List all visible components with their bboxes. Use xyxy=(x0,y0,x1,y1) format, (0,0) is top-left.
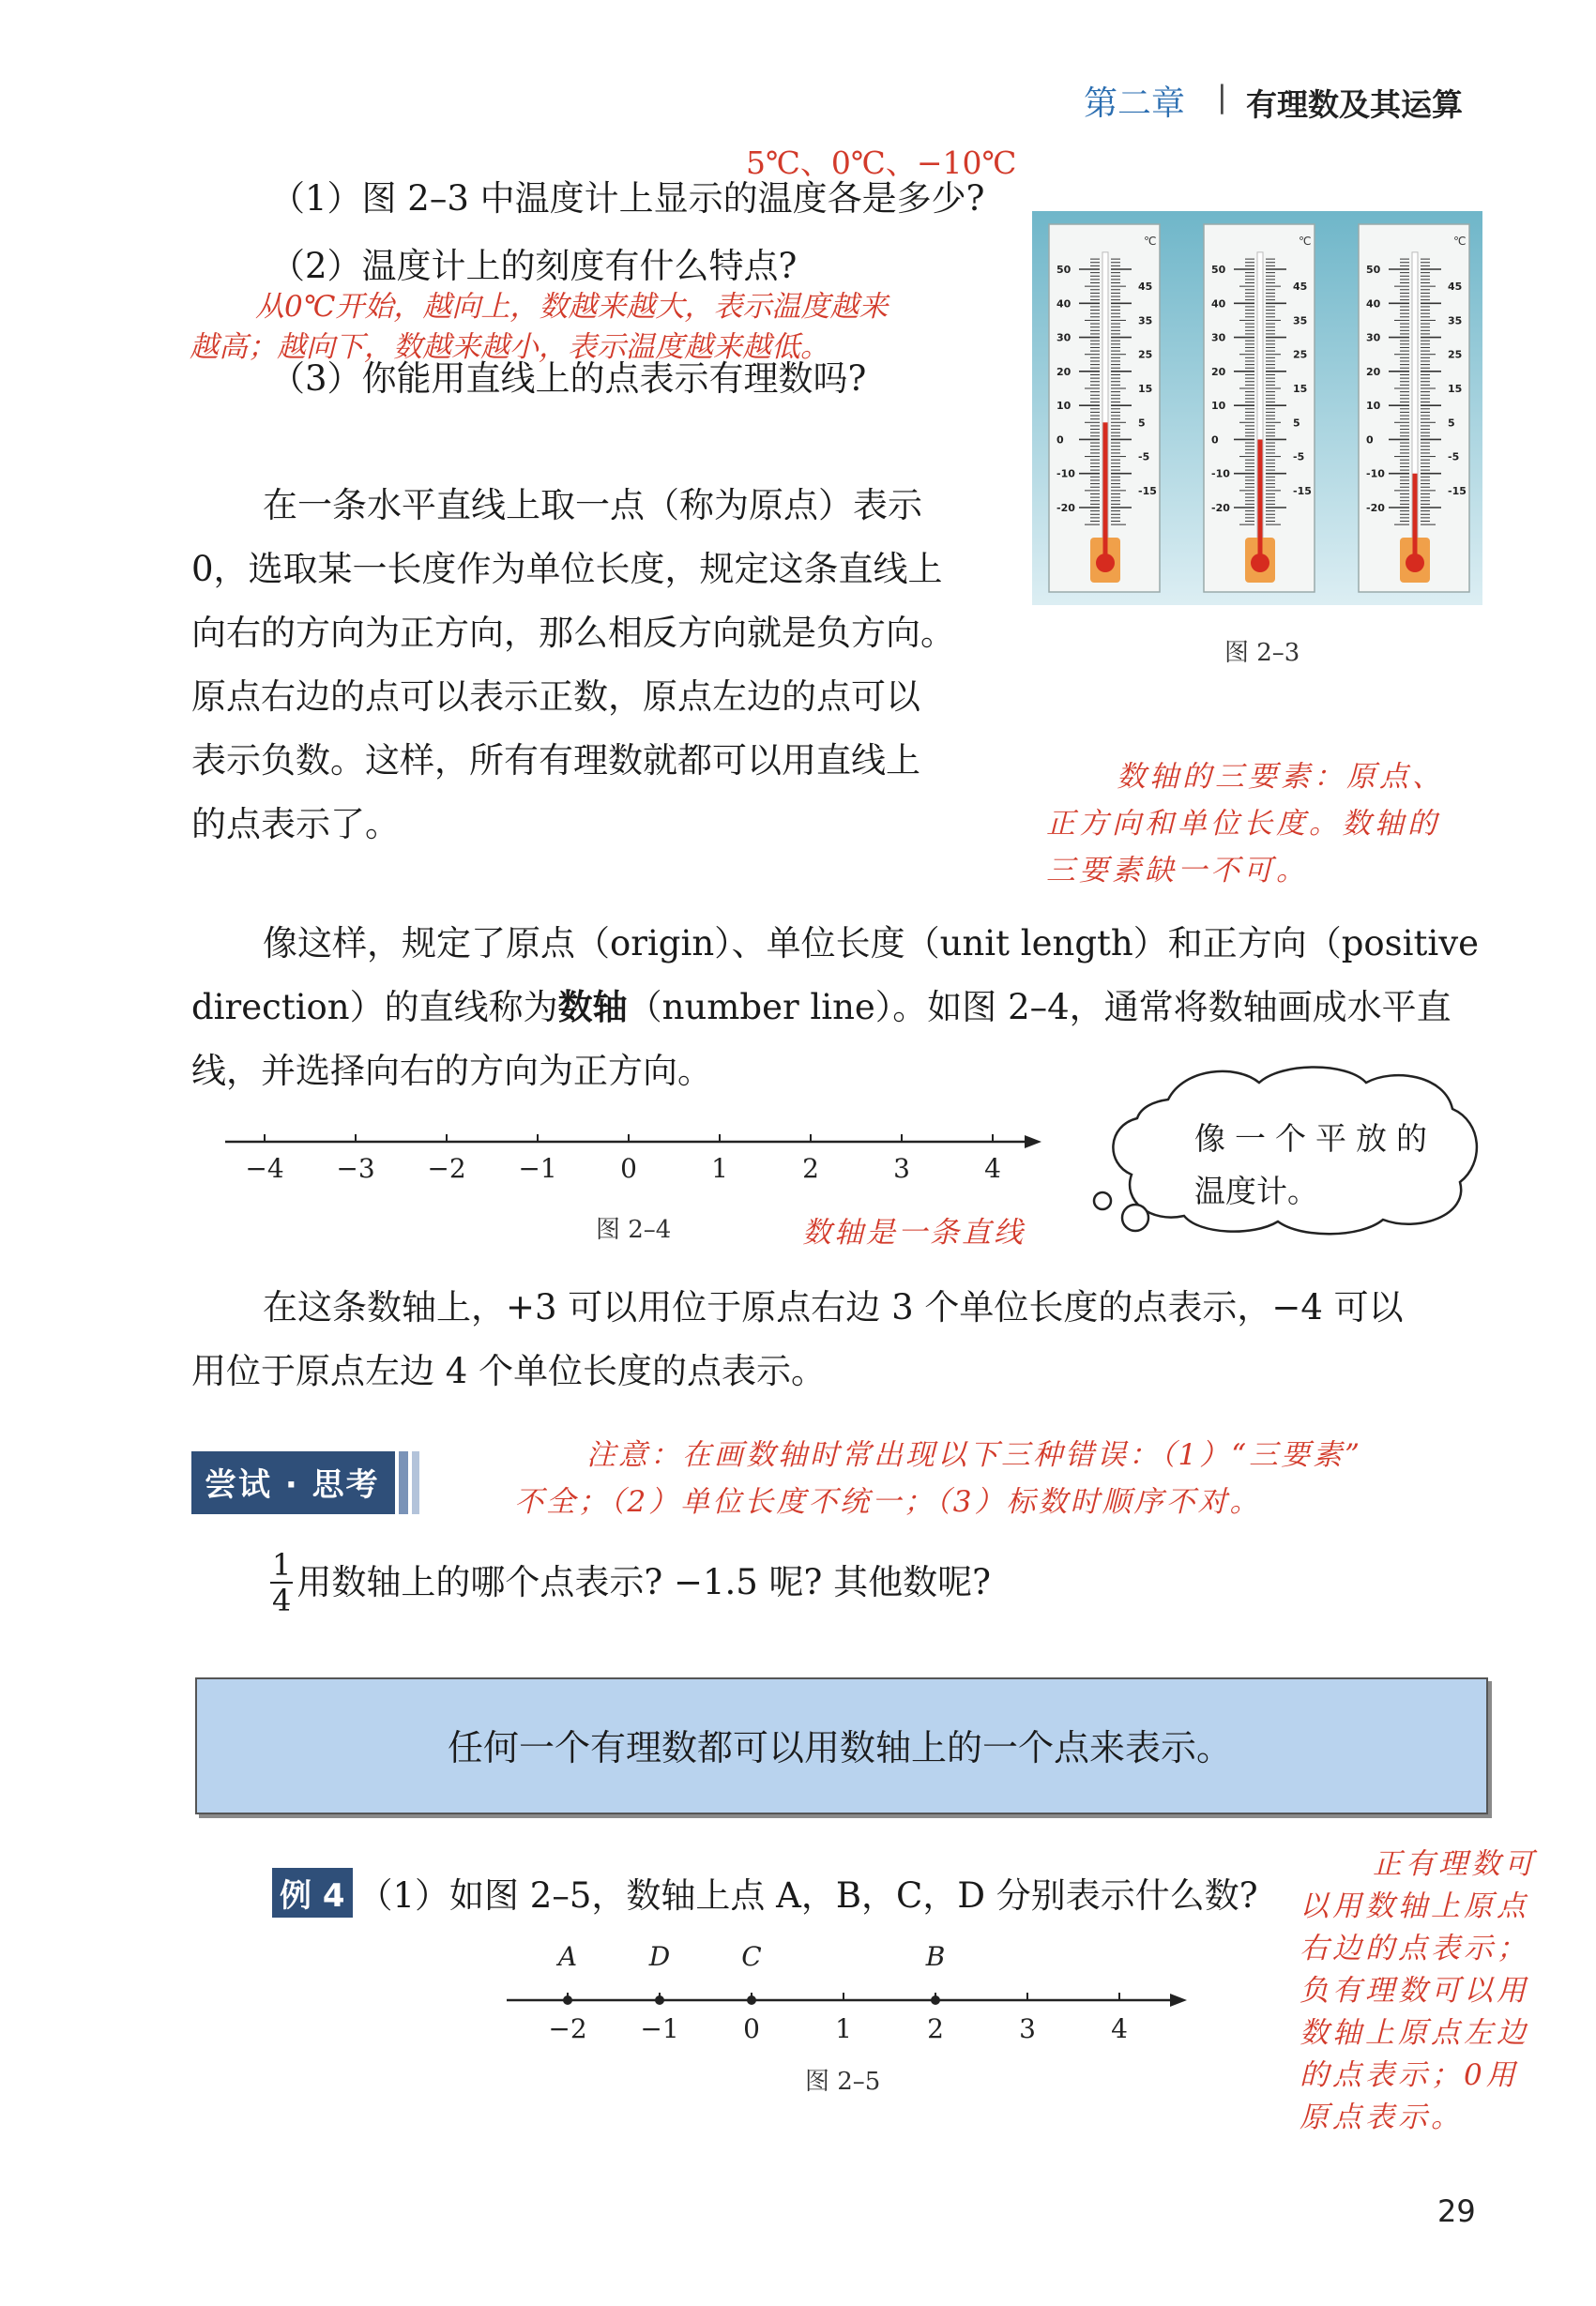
tick-label: −3 xyxy=(336,1153,375,1184)
para1-line-3: 向右的方向为正方向，那么相反方向就是负方向。 xyxy=(191,613,955,653)
mercury-column xyxy=(1413,474,1418,558)
para1-line-4: 原点右边的点可以表示正数，原点左边的点可以 xyxy=(191,676,920,717)
badge-stripe-1 xyxy=(399,1451,408,1514)
tick-label: 3 xyxy=(893,1153,910,1184)
note-elements-line-2: 正方向和单位长度。数轴的 xyxy=(1046,807,1440,841)
point-C xyxy=(747,1995,756,2005)
thermometer-3 xyxy=(1359,224,1469,592)
scale-label-left: 50 xyxy=(1056,264,1072,276)
para3-line-1: 在这条数轴上，+3 可以用位于原点右边 3 个单位长度的点表示，−4 可以 xyxy=(263,1287,1404,1327)
tick-label: −2 xyxy=(427,1153,466,1184)
scale-label-right: 15 xyxy=(1138,383,1153,395)
scale-label-left: 10 xyxy=(1056,400,1072,413)
scale-label-left: 40 xyxy=(1056,297,1072,311)
fraction-denominator: 4 xyxy=(272,1583,292,1618)
question-1: （1）图 2–3 中温度计上显示的温度各是多少? xyxy=(270,178,985,219)
conclusion-text: 任何一个有理数都可以用数轴上的一个点来表示。 xyxy=(447,1727,1232,1768)
example-4-line xyxy=(272,1867,1258,1918)
question-3: （3）你能用直线上的点表示有理数吗? xyxy=(270,358,867,399)
tick-label: 4 xyxy=(1111,2013,1128,2044)
fraction-numerator: 1 xyxy=(272,1547,292,1583)
scale-label-right: 15 xyxy=(1448,383,1463,395)
point-label-B: B xyxy=(925,1941,946,1972)
scale-label-left: 20 xyxy=(1366,365,1381,378)
para2-line-1: 像这样，规定了原点（origin）、单位长度（unit length）和正方向（positive xyxy=(263,923,1479,963)
scale-label-left: 0 xyxy=(1366,433,1374,447)
note-temperatures: 5℃、0℃、−10℃ xyxy=(746,144,1017,181)
figure-2-5-caption: 图 2–5 xyxy=(805,2068,881,2096)
mercury-column xyxy=(1258,439,1263,558)
scale-label-left: 50 xyxy=(1366,264,1381,276)
question-2: （2）温度计上的刻度有什么特点? xyxy=(270,246,798,286)
scale-label-left: 40 xyxy=(1211,297,1226,311)
note-rational-line-4: 负有理数可以用 xyxy=(1300,1974,1529,2008)
chapter-label: 第二章 xyxy=(1084,84,1186,123)
number-line-fig-2-5 xyxy=(497,1937,1192,2050)
scale-label-left: -10 xyxy=(1366,467,1385,480)
scale-label-left: -10 xyxy=(1211,467,1230,480)
para1-line-5: 表示负数。这样，所有有理数就都可以用直线上 xyxy=(191,740,920,781)
unit-label: ℃ xyxy=(1144,235,1157,248)
tick-label: 2 xyxy=(927,2013,944,2044)
point-B xyxy=(931,1995,940,2005)
scale-label-right: 5 xyxy=(1448,417,1455,430)
scale-label-right: 35 xyxy=(1448,314,1463,327)
bubble-line-1: 像一个平放的 xyxy=(1194,1120,1436,1157)
scale-label-right: -15 xyxy=(1138,484,1157,497)
scale-label-left: 30 xyxy=(1366,331,1381,344)
scale-label-left: -20 xyxy=(1211,502,1230,514)
example-4-badge: 例 4 xyxy=(272,1868,353,1918)
thermometer-2 xyxy=(1204,224,1315,592)
thermometer-figure xyxy=(1032,211,1482,605)
example-4-text: （1）如图 2–5，数轴上点 A，B，C，D 分别表示什么数? xyxy=(357,1875,1258,1916)
thermometer-1 xyxy=(1049,224,1160,592)
para1-line-1: 在一条水平直线上取一点（称为原点）表示 xyxy=(263,485,922,525)
note-mistakes-line-1: 注意：在画数轴时常出现以下三种错误：（1）“三要素” xyxy=(586,1438,1362,1472)
scale-label-left: -10 xyxy=(1056,467,1075,480)
tick-label: −4 xyxy=(245,1153,284,1184)
scale-label-left: 20 xyxy=(1211,365,1226,378)
note-straight-line: 数轴是一条直线 xyxy=(802,1216,1026,1250)
try-think-question-text: 用数轴上的哪个点表示? −1.5 呢? 其他数呢? xyxy=(296,1562,991,1602)
scale-label-left: 0 xyxy=(1056,433,1064,447)
scale-label-right: -15 xyxy=(1448,484,1467,497)
note-rational-block xyxy=(1300,1843,1537,2139)
bubble-line-2: 温度计。 xyxy=(1194,1173,1318,1209)
scale-label-left: 40 xyxy=(1366,297,1381,311)
scale-label-right: 25 xyxy=(1293,348,1308,361)
badge-stripe-2 xyxy=(412,1451,419,1514)
note-elements-line-1: 数轴的三要素：原点、 xyxy=(1117,760,1445,794)
tick-label: −1 xyxy=(518,1153,557,1184)
try-think-badge-wrap xyxy=(191,1451,419,1514)
tick-label: 0 xyxy=(743,2013,760,2044)
scale-label-right: 45 xyxy=(1448,281,1463,294)
note-rational-line-1: 正有理数可 xyxy=(1373,1847,1537,1881)
tick-label: 0 xyxy=(620,1153,637,1184)
scale-label-right: 5 xyxy=(1293,417,1300,430)
scale-label-right: 15 xyxy=(1293,383,1308,395)
fraction-one-quarter xyxy=(270,1548,293,1617)
scale-label-right: -5 xyxy=(1138,450,1150,463)
scale-label-right: 35 xyxy=(1293,314,1308,327)
para1-line-6: 的点表示了。 xyxy=(191,804,400,844)
try-think-question xyxy=(270,1548,991,1617)
scale-label-right: -15 xyxy=(1293,484,1312,497)
scale-label-right: -5 xyxy=(1448,450,1460,463)
figure-2-3-caption: 图 2–3 xyxy=(1224,639,1300,667)
scale-label-right: 25 xyxy=(1138,348,1153,361)
note-elements-line-3: 三要素缺一不可。 xyxy=(1046,854,1309,888)
para3-line-2: 用位于原点左边 4 个单位长度的点表示。 xyxy=(191,1351,827,1391)
scale-label-right: 25 xyxy=(1448,348,1463,361)
point-label-D: D xyxy=(648,1941,671,1972)
para2-line-2-start: direction）的直线称为 xyxy=(191,987,558,1027)
scale-label-right: 45 xyxy=(1293,281,1308,294)
tick-label: 1 xyxy=(835,2013,852,2044)
tick-label: 1 xyxy=(711,1153,728,1184)
mercury-column xyxy=(1103,422,1108,558)
scale-label-left: 50 xyxy=(1211,264,1226,276)
unit-label: ℃ xyxy=(1299,235,1312,248)
scale-label-right: 45 xyxy=(1138,281,1153,294)
scale-label-left: 10 xyxy=(1211,400,1226,413)
scale-label-left: -20 xyxy=(1056,502,1075,514)
para1-line-2: 0，选取某一长度作为单位长度，规定这条直线上 xyxy=(191,549,943,589)
unit-label: ℃ xyxy=(1453,235,1467,248)
note-scale-line-1: 从0℃开始，越向上，数越来越大，表示温度越来 xyxy=(255,290,889,324)
scale-label-left: 10 xyxy=(1366,400,1381,413)
number-line-fig-2-4 xyxy=(216,1121,1051,1206)
para2-line-3: 线，并选择向右的方向为正方向。 xyxy=(191,1051,712,1091)
note-mistakes-line-2: 不全；（2）单位长度不统一；（3）标数时顺序不对。 xyxy=(514,1485,1262,1519)
point-D xyxy=(655,1995,664,2005)
tick-label: 3 xyxy=(1019,2013,1036,2044)
note-rational-line-5: 数轴上原点左边 xyxy=(1300,2016,1529,2050)
scale-label-left: 20 xyxy=(1056,365,1072,378)
tick-label: −1 xyxy=(640,2013,679,2044)
scale-label-left: -20 xyxy=(1366,502,1385,514)
scale-label-left: 30 xyxy=(1211,331,1226,344)
point-label-A: A xyxy=(557,1941,578,1972)
tick-label: 4 xyxy=(984,1153,1001,1184)
scale-label-left: 30 xyxy=(1056,331,1072,344)
note-rational-line-3: 右边的点表示； xyxy=(1300,1932,1529,1965)
point-A xyxy=(563,1995,572,2005)
chapter-title: 有理数及其运算 xyxy=(1246,86,1463,123)
scale-label-right: 5 xyxy=(1138,417,1146,430)
header-separator: | xyxy=(1217,79,1227,114)
figure-2-4-caption: 图 2–4 xyxy=(596,1216,672,1244)
page-number: 29 xyxy=(1437,2193,1476,2229)
scale-label-left: 0 xyxy=(1211,433,1219,447)
try-think-badge: 尝试 · 思考 xyxy=(191,1451,395,1514)
tick-label: −2 xyxy=(548,2013,587,2044)
note-scale-line-2: 越高；越向下，数越来越小，表示温度越来越低。 xyxy=(190,330,829,364)
note-rational-line-7: 原点表示。 xyxy=(1300,2101,1464,2134)
scale-label-right: 35 xyxy=(1138,314,1153,327)
note-rational-line-6: 的点表示；0用 xyxy=(1300,2058,1519,2092)
para2-line-2 xyxy=(191,976,1452,1039)
point-label-C: C xyxy=(741,1941,762,1972)
tick-label: 2 xyxy=(802,1153,819,1184)
para2-line-2-end: （number line）。如图 2–4，通常将数轴画成水平直 xyxy=(627,987,1452,1027)
scale-label-right: -5 xyxy=(1293,450,1305,463)
term-number-line: 数轴 xyxy=(557,987,628,1027)
note-rational-line-2: 以用数轴上原点 xyxy=(1300,1889,1529,1923)
